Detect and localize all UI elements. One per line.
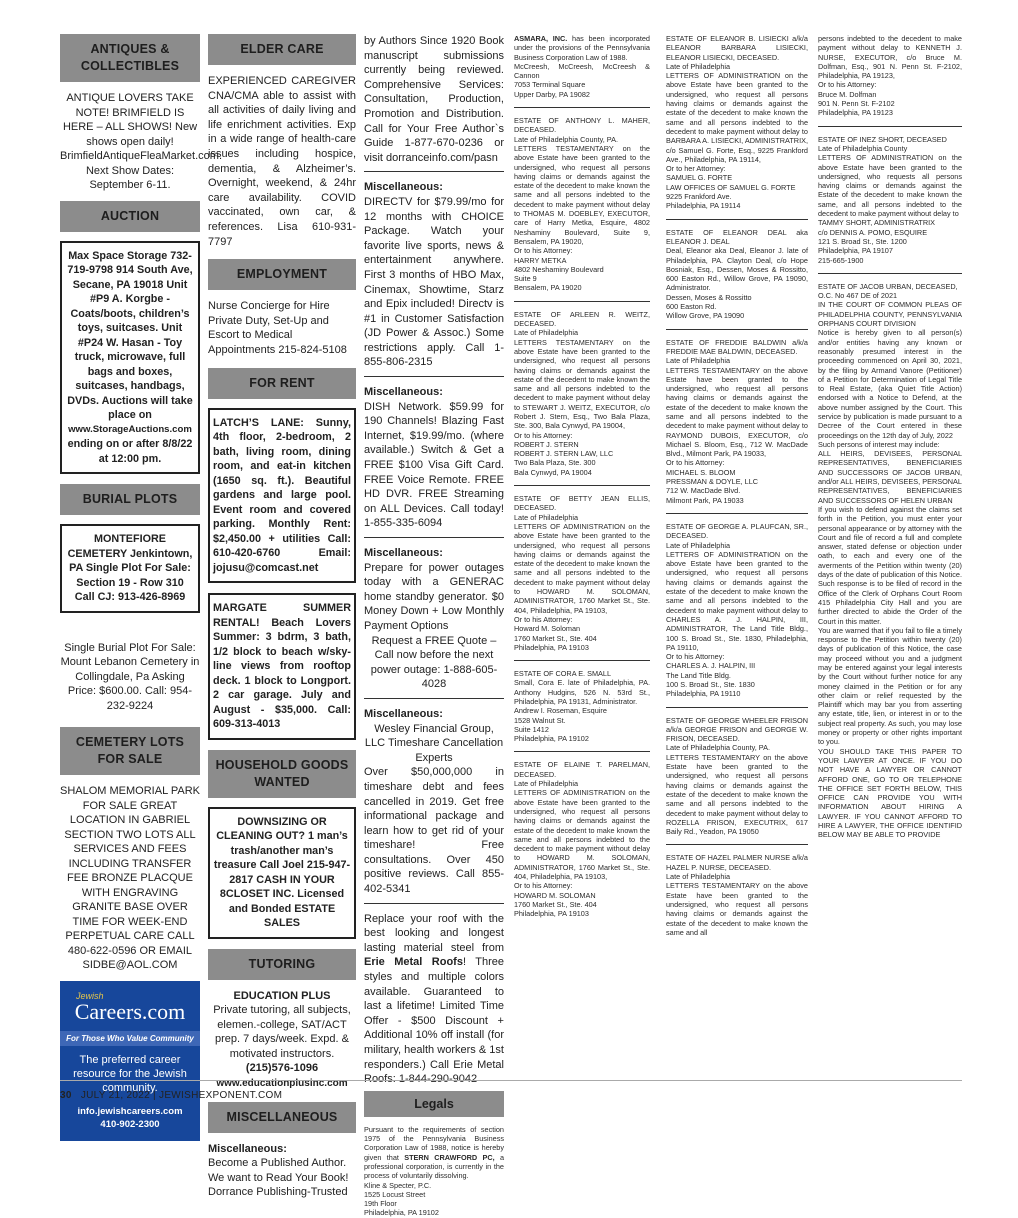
misc-text: Become a Published Author. We want to Read Your Book! Dorrance Publishing-Trusted (208, 1157, 349, 1199)
legal-estate-urban: ESTATE OF JACOB URBAN, DECEASED, O.C. No 467 DE of 2021 IN THE COURT OF COMMON PLEAS OF PHILADELPHIA COUNTY, PENNSYLVANIA ORPHANS COURT DIVISION Notice is hereby given to all person(s) and/or entities having any known or reasonably presumed interest in the proceeding commenced on April 30, 2021, by the filing by Armand Vanore (Petitioner) of a Petition for Determination of Legal Title to Real Estate, (aka Quiet Title Action) endorsed with a Notice to Defend, at the above number assigned by the Court. This service by publication is made pursuant to a Decree of the Court entered in these proceedings on the 12th day of July, 2022 Such persons of interest may include: ALL HEIRS, DEVISEES, PERSONAL REPRESENTATIVES, BENEFICIARIES AND SUCCESSORS OF JACOB URBAN, and/or ALL HEIRS, DEVISEES, PERSONAL REPRESENTATIVES, BENEFICIARIES AND SUCCESSORS OF HELEN URBAN If you wish to defend against the claims set forth in the Petition, you must enter your personal appearance or by attorney with the Court and file of record a full and complete answer, stated defense or objection under oath, to each and every one of the averments of the Petition within twenty (20) days of the date of publication of this Notice. Such response is to be filed of record in the Office of the Clerk of Orphans Court Room 415 Philadelphia City Hall and you are further directed to abide the Order of the Court in this matter. You are warned that if you fail to file a timely response to the Petition within twenty (20) days of publication of this Notice, the case may proceed without you and a judgment may be entered against your legal interests by the Court without further notice for any money claimed in the Petition or for any other claim or relief requested by the Plaintiff which may bar you from asserting any estate, title, lien, or interest in or to the subject real property. As such, you may lose money or property or other rights important to you. YOU SHOULD TAKE THIS PAPER TO YOUR LAWYER AT ONCE. IF YOU DO NOT HAVE A LAWYER OR CANNOT AFFORD ONE, GO TO OR TELEPHONE THE OFFICE SET FORTH BELOW, THIS OFFICE CAN PROVIDE YOU WITH INFORMATION ABOUT HIRING A LAWYER. IF YOU CANNOT AFFORD TO HIRE A LAWYER, THE OFFICE IDENTIFID BELOW MAY BE ABLE TO PROVIDE (818, 281, 962, 840)
column-6 (818, 34, 962, 1074)
divider (514, 660, 650, 661)
legal-estate-weitz: ESTATE OF ARLEEN R. WEITZ, DECEASED. Late of Philadelphia LETTERS TESTAMENTARY on the above Estate have been granted to the undersigned, who request all persons having claims or demands against the estate of the decedent to make known the same and all persons indebted to the decedent to make payment without delay to STEWART J. WEITZ, EXECUTOR, c/o Robert J. Stern, Esq., Two Bala Plaza, Ste. 300, Bala Cynwyd, PA 19004, Or to his Attorney: ROBERT J. STERN ROBERT J. STERN LAW, LLC Two Bala Plaza, Ste. 300 Bala Cynwyd, PA 19004 (514, 309, 650, 477)
legal-asmara (514, 34, 650, 99)
misc-label: Miscellaneous: (208, 1142, 287, 1155)
household-goods-header: HOUSEHOLD GOODS WANTED (208, 750, 356, 798)
legal-estate-baldwin: ESTATE OF FREDDIE BALDWIN a/k/a FREDDIE MAE BALDWIN, DECEASED. Late of Philadelphia LETTERS TESTAMENTARY on the above Estate have been granted to the undersigned, who request all persons having claims or demands against the estate of the decedent to make known the same and all persons indebted to the decedent to make payment without delay to RAYMOND DUBOIS, EXECUTOR, c/o Michael S. Bloom, Esq., 712 W. MacDade Blvd., Milmont Park, PA 19033, Or to his Attorney: MICHAEL S. BLOOM PRESSMAN & DOYLE, LLC 712 W. MacDade Blvd. Milmont Park, PA 19033 (666, 337, 808, 505)
legal-estate-small: ESTATE OF CORA E. SMALL Small, Cora E. late of Philadelphia, PA. Anthony Hudgins, 526 N. 53rd St., Philadelphia, PA 19131, Administrator. Andrew I. Roseman, Esquire 1528 Walnut St. Suite 1412 Philadelphia, PA 19102 (514, 669, 650, 744)
elder-care-header: ELDER CARE (208, 34, 356, 65)
column-3 (364, 34, 505, 1218)
household-goods-box: DOWNSIZING OR CLEANING OUT? 1 man’s trash/another man’s treasure Call Joel 215-947-2817 CASH IN YOUR 8CLOSET INC. Licensed and Bonded ESTATE SALES (208, 807, 356, 939)
rent-margate: MARGATE SUMMER RENTAL! Beach Lovers Summer: 3 bdrm, 3 bath, 1/2 block to beach w/sky-line views from rooftop deck. 1 block to Longport. 2 car garage. July and August - $35,000. Call: 609-313-4013 (208, 593, 356, 740)
divider (818, 273, 962, 274)
legal-estate-lisiecki: ESTATE OF ELEANOR B. LISIECKI a/k/a ELEANOR BARBARA LISIECKI, ELEANOR LISIECKI, DECEASED. Late of Philadelphia LETTERS OF ADMINISTRATION on the above Estate have been granted to the undersigned, who request all persons having claims or demands against the estate of the decedent to make known the same and all persons indebted to the decedent to make payment without delay to BARBARA A. LISIECKI, ADMINISTRATRIX, c/o Samuel G. Forte, Esq., 9225 Frankford Ave., Philadelphia, PA 19114, Or to her Attorney: SAMUEL G. FORTE LAW OFFICES OF SAMUEL G. FORTE 9225 Frankford Ave. Philadelphia, PA 19114 (666, 34, 808, 211)
divider (514, 107, 650, 108)
divider (364, 903, 504, 904)
misc-generac-label: Miscellaneous: (364, 547, 443, 559)
legal-estate-parelman: ESTATE OF ELAINE T. PARELMAN, DECEASED. Late of Philadelphia LETTERS OF ADMINISTRATION on the above Estate have been granted to the undersigned, who request all persons having claims or demands against the estate of the decedent to make known the same and all persons indebted to the decedent to make payment without delay to HOWARD M. SOLOMAN, ADMINISTRATOR, 1760 Market St., Ste. 404, Philadelphia, PA 19103, Or to his Attorney: HOWARD M. SOLOMAN 1760 Market St., Ste. 404 Philadelphia, PA 19103 (514, 760, 650, 919)
erie-brand: Erie Metal Roofs (364, 956, 463, 969)
legal-estate-ellis: ESTATE OF BETTY JEAN ELLIS, DECEASED. Late of Philadelphia LETTERS OF ADMINISTRATION on the above Estate have been granted to the undersigned, who request all persons having claims or demands against the estate of the decedent to make known the same and all persons indebted to the decedent to make payment without delay to HOWARD M. SOLOMAN, ADMINISTRATOR, 1760 Market St., Ste. 404, Philadelphia, PA 19103, Or to his Attorney: Howard M. Soloman 1760 Market St., Ste. 404 Philadelphia, PA 19103 (514, 494, 650, 652)
divider (666, 513, 808, 514)
employment-header: EMPLOYMENT (208, 259, 356, 290)
misc-dish: DISH Network. $59.99 for 190 Channels! Blazing Fast Internet, $19.99/mo. (where available.) Switch & Get a FREE $100 Visa Gift Card. FREE Voice Remote. FREE HD DVR. FREE Streaming on ALL Devices. Call today! 1-855-335-6094 (364, 400, 504, 530)
tutoring-text: Private tutoring, all subjects, elemen.-college, SAT/ACT prep. 7 days/week. Expd. & motivated instructors. (213, 1004, 351, 1060)
employment-ad: Nurse Concierge for Hire Private Duty, Set-Up and Escort to Medical Appointments 215-824-5108 (208, 300, 347, 356)
misc-directv: DIRECTV for $79.99/mo for 12 months with CHOICE Package. Watch your favorite live sports, news & entertainment anywhere. First 3 months of HBO Max, Cinemax, Showtime, Starz and Epix included! Directv is #1 in Customer Satisfaction (JD Power & Assoc.) Some restrictions apply. Call 1-855-806-2315 (364, 195, 504, 369)
divider (666, 707, 808, 708)
antiques-header: ANTIQUES & COLLECTIBLES (60, 34, 200, 82)
divider (364, 376, 504, 377)
legals-header: Legals (364, 1091, 504, 1117)
tutoring-title: EDUCATION PLUS (233, 989, 331, 1002)
misc-erie-roofs (364, 912, 504, 1087)
miscellaneous-header: MISCELLANEOUS (208, 1102, 356, 1133)
divider (364, 698, 504, 699)
divider (666, 329, 808, 330)
column-4 (514, 34, 650, 1074)
misc-directv-label: Miscellaneous: (364, 181, 443, 194)
legal-text-a: Pursuant to the requirements of section 1975 of the Pennsylvania Business Corporation Law of 1988, notice is hereby given that (364, 1124, 504, 1162)
erie-text-a: Replace your roof with the best looking and longest lasting material steel from (364, 912, 504, 954)
rent-latchs-lane: LATCH’S LANE: Sunny, 4th floor, 2-bedroom, 2 bath, living room, dining room, and eat-in kitchen (1650 sq. ft.). Beautiful gardens and large pool. Event room and covered parking. Monthly Rent: $2,450.00 + utilities Call: 610-420-6760 Email: jojusu@comcast.net (208, 408, 356, 584)
divider (364, 537, 504, 538)
ad-strip: For Those Who Value Community (60, 1031, 200, 1046)
burial-ad: Single Burial Plot For Sale: Mount Lebanon Cemetery in Collingdale, Pa Asking Price: $600.00. Call: 954-232-9224 (60, 641, 200, 712)
misc-ad-publishing (208, 1142, 356, 1200)
burial-box: MONTEFIORE CEMETERY Jenkintown, PA Single Plot For Sale: Section 19 - Row 310 Call CJ: 913-426-8969 (60, 524, 200, 613)
auction-site-link[interactable]: www.StorageAuctions.com (68, 423, 192, 435)
ad-tagline: The preferred career resource for the Jewish community. (73, 1053, 187, 1094)
legal-stern-crawford (364, 1125, 504, 1218)
misc-generac: Prepare for power outages today with a GENERAC home standby generator. $0 Money Down + Low Monthly Payment Options (364, 561, 504, 632)
legal-estate-maher: ESTATE OF ANTHONY L. MAHER, DECEASED. Late of Philadelphia County, PA. LETTERS TESTAMENTARY on the above Estate have been granted to the undersigned, who request all persons having claims or demands against the estate of the decedent to make known the same and all persons indebted to the decedent to make payment without delay to THOMAS M. DOEBLEY, EXECUTOR, care of Harry Metka, Esquire, 4802 Neshaminy Boulevard, Suite 9, Bensalem, PA 19020, Or to his Attorney: HARRY METKA 4802 Neshaminy Boulevard Suite 9 Bensalem, PA 19020 (514, 116, 650, 293)
legal-estate-deal: ESTATE OF ELEANOR DEAL aka ELEANOR J. DEAL Deal, Eleanor aka Deal, Eleanor J. late of Philadelphia, PA. Clayton Deal, c/o Hope Bosniak, Esq., Dessen, Moses & Rossitto, 600 Easton Rd., Willow Grove, PA 19090, Administrator. Dessen, Moses & Rossitto 600 Easton Rd. Willow Grove, PA 19090 (666, 227, 808, 321)
legal-company: STERN CRAWFORD PC, (404, 1152, 495, 1162)
legal-company: ASMARA, INC. (514, 34, 568, 43)
legal-text: has been incorporated under the provisions of the Pennsylvania Business Corporation Law of 1988. McCreesh, McCreesh, McCreesh & Cannon 7053 Terminal Square Upper Darby, PA 19082 (514, 34, 650, 99)
divider (514, 485, 650, 486)
legal-estate-plaufcan: ESTATE OF GEORGE A. PLAUFCAN, SR., DECEASED. Late of Philadelphia LETTERS OF ADMINISTRATION on the above Estate have been granted to the undersigned, who request all persons having claims or demands against the estate of the decedent to make known the same and all persons indebted to the decedent to make payment without delay to CHARLES A. J. HALPIN, III, ADMINISTRATOR, The Land Title Bldg., 100 S. Broad St., Ste. 1830, Philadelphia, PA 19110, Or to his Attorney: CHARLES A. J. HALPIN, III The Land Title Bldg. 100 S. Broad St., Ste. 1830 Philadelphia, PA 19110 (666, 521, 808, 699)
misc-wesley: Over $50,000,000 in timeshare debt and fees cancelled in 2019. Get free informational package and learn how to get rid of your timeshare! Free consultations. Over 450 positive reviews. Call 855-402-5341 (364, 766, 504, 896)
ad-phone: 410-902-2300 (100, 1118, 160, 1130)
divider (514, 751, 650, 752)
legal-text-b: a professional corporation, is currently in the process of voluntarily dissolving. Kline & Specter, P.C. 1525 Locust Street 19th Floor Philadelphia, PA 19102 (364, 1152, 504, 1218)
misc-generac-call: Request a FREE Quote – Call now before the next power outage: 1-888-605-4028 (370, 634, 498, 691)
auction-text: Max Space Storage 732-719-9798 914 South Ave, Secane, PA 19018 Unit #P9 A. Korgbe - Coats/boots, children’s toys, suitcases. Unit #P24 W. Hasan - Toy truck, microwave, full bags and boxes, suitcases, handbags, DVDs. Auctions will take place on (67, 249, 193, 421)
column-5 (666, 34, 808, 1074)
misc-publishing-cont: by Authors Since 1920 Book manuscript submissions currently being reviewed. Comprehensive Services: Consultation, Production, Promotion and Distribution. Call for Your Free Author`s Guide 1-877-670-0236 or visit dorranceinfo.com/pasn (364, 35, 504, 164)
legal-estate-frison: ESTATE OF GEORGE WHEELER FRISON a/k/a GEORGE FRISON and GEORGE W. FRISON, DECEASED. Late of Philadelphia County, PA. LETTERS TESTAMENTARY on the above Estate have been granted to the undersigned, who request all persons having claims or demands against the estate of the decedent to make known the same and all persons indebted to the decedent to make payment without delay to ROZELLA FRISON, EXECUTRIX, 617 Baily Rd., Yeadon, PA 19050 (666, 715, 808, 837)
tutoring-site[interactable]: www.educationplusinc.com (216, 1078, 348, 1090)
ad-jewish: Jewish (76, 990, 104, 1001)
page-number: 30 (60, 1090, 72, 1101)
footer-rule (60, 1080, 962, 1081)
misc-wesley-label: Miscellaneous: (364, 707, 443, 720)
for-rent-header: FOR RENT (208, 368, 356, 399)
jewish-careers-ad[interactable] (60, 981, 200, 1141)
legal-estate-nurse-cont: persons indebted to the decedent to make payment without delay to KENNETH J. NURSE, EXECUTOR, c/o Bruce M. Dolfman, Esq., 901 N. Penn St. F-2102, Philadelphia, PA 19123, Or to his Attorney: Bruce M. Dolfman 901 N. Penn St. F-2102 Philadelphia, PA 19123 (818, 34, 962, 118)
tutoring-ad (208, 989, 356, 1092)
divider (514, 301, 650, 302)
divider (818, 126, 962, 127)
page-footer (60, 1090, 282, 1101)
burial-header: BURIAL PLOTS (60, 484, 200, 515)
cemetery-ad: SHALOM MEMORIAL PARK FOR SALE GREAT LOCATION IN GABRIEL SECTION TWO LOTS ALL SERVICES AND FEES INCLUDING TRANSFER FEE BRONZE PLACQUE WITH ENGRAVING GRANITE BASE OVER TIME FOR WEEK-END PERPETUAL CARE CALL 480-622-0596 OR EMAIL SIDBE@AOL.COM (60, 785, 200, 971)
antiques-ad: ANTIQUE LOVERS TAKE NOTE! BRIMFIELD IS HERE – ALL SHOWS! New shows open daily! BrimfieldAntiqueFleaMarket.com. Next Show Dates: September 6-11. (60, 92, 223, 191)
divider (666, 219, 808, 220)
ad-contact (60, 1105, 200, 1131)
divider (666, 844, 808, 845)
ad-careers-logo: Careers.com (74, 998, 186, 1024)
erie-text-b: ! Three styles and multiple colors available. Guaranteed to last a lifetime! Limited Time Offer - $500 Discount + Additional 10% off install (for military, health workers & 1st responders.) Call Erie Metal Roofs: 1-844-290-9042 (364, 956, 505, 1086)
tutoring-header: TUTORING (208, 949, 356, 980)
divider (364, 171, 504, 172)
auction-end: ending on or after 8/8/22 at 12:00 pm. (67, 438, 193, 465)
ad-site: info.jewishcareers.com (77, 1105, 183, 1117)
tutoring-phone: (215)576-1096 (245, 1062, 319, 1075)
footer-text: JULY 21, 2022 | JEWISHEXPONENT.COM (80, 1090, 283, 1101)
column-2 (208, 34, 356, 1199)
misc-wesley-title: Wesley Financial Group, LLC Timeshare Cancellation Experts (364, 722, 504, 764)
auction-header: AUCTION (60, 201, 200, 232)
legal-estate-short: ESTATE OF INEZ SHORT, DECEASED Late of Philadelphia County LETTERS OF ADMINISTRATION on the above Estate have been granted to the undersigned, who requests all persons having claims or demands against the Estate of the decedent to make known the same, and all persons indebted to the decedent to make payment without delay to TAMMY SHORT, ADMINISTRATRIX c/o DENNIS A. POMO, ESQUIRE 121 S. Broad St., Ste. 1200 Philadelphia, PA 19107 215-665-1900 (818, 134, 962, 265)
auction-box (60, 241, 200, 475)
legal-estate-nurse: ESTATE OF HAZEL PALMER NURSE a/k/a HAZEL P. NURSE, DECEASED. Late of Philadelphia LETTERS TESTAMENTARY on the above Estate have been granted to the undersigned, who request all persons having claims or demands against the estate of the decedent to make known the same and all (666, 853, 808, 937)
cemetery-header: CEMETERY LOTS FOR SALE (60, 727, 200, 775)
misc-dish-label: Miscellaneous: (364, 386, 443, 399)
elder-care-ad: EXPERIENCED CAREGIVER CNA/CMA able to assist with all activities of daily living and life enrichment activities. Exp in a wide range of health-care issues including hospice, dementia, & Alzheimer’s. Overnight, weekend, & 24hr care availability. COVID vaccinated, own car, & references. Lisa 610-931-7797 (208, 75, 356, 248)
